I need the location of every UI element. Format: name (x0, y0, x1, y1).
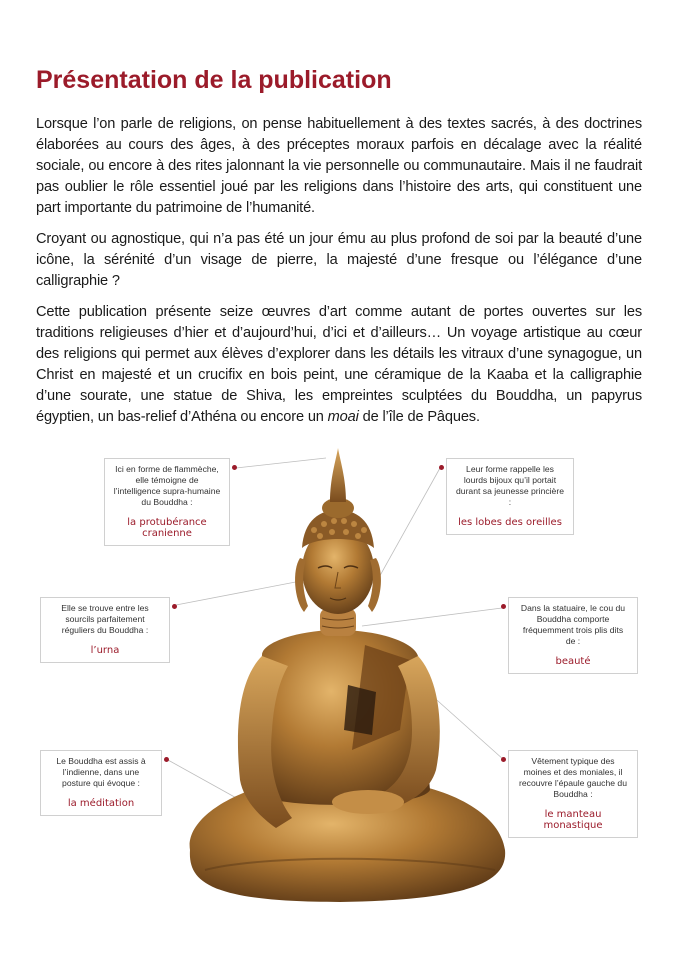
callout-desc: Elle se trouve entre les sourcils parfaitement réguliers du Bouddha : (61, 603, 149, 635)
callout-dot (164, 757, 169, 762)
callout-desc: Dans la statuaire, le cou du Bouddha comporte fréquemment trois plis dits de : (520, 603, 626, 646)
callout-desc: Ici en forme de flammèche, elle témoigne de l’intelligence supra-humaine du Bouddha : (113, 464, 221, 507)
callout-desc: Le Bouddha est assis à l’indienne, dans une posture qui évoque : (56, 756, 146, 788)
callout-dot (501, 757, 506, 762)
callout-manteau (508, 750, 638, 838)
buddha-figure (0, 430, 676, 960)
callout-dot (172, 604, 177, 609)
callout-protuberance (104, 458, 230, 546)
callout-desc: Leur forme rappelle les lourds bijoux qu’il portait durant sa jeunesse princière : (456, 464, 564, 507)
paragraph-1: Lorsque l’on parle de religions, on pense habituellement à des textes sacrés, à des doctrines élaborées au cours des âges, à des préceptes moraux parfois en décalage avec la réalité sociale, ou encore à des rites jalonnant la vie personnelle ou communautaire. Mais il ne faudrait pas oublier le rôle essentiel joué par les religions dans l’histoire des arts, qui constituent une part importante du patrimoine de l’humanité. (36, 116, 642, 216)
moai-word: moai (327, 409, 359, 425)
callout-urna (40, 597, 170, 663)
callout-meditation (40, 750, 162, 816)
callout-desc: Vêtement typique des moines et des moniales, il recouvre l’épaule gauche du Bouddha : (519, 756, 627, 799)
callout-term: la méditation (67, 798, 135, 809)
paragraph-3-text: Cette publication présente seize œuvres d’art comme autant de portes ouvertes sur les traditions religieuses d’hier et d’aujourd’hui, d’ici et d’ailleurs… Un voyage artistique au cœur des religions qui permet aux élèves d’explorer dans les détails les vitraux d’une synagogue, un Christ en majesté et un crucifix en bois peint, une céramique de la Kaaba et la calligraphie d’une sourate, une statue de Shiva, les empreintes sculptées du Bouddha, un papyrus égyptien, un bas-relief d’Athéna ou encore un (36, 304, 642, 425)
paragraph-3 (36, 302, 642, 428)
paragraph-2: Croyant ou agnostique, qui n’a pas été un jour ému au plus profond de soi par la beauté d’une icône, la sérénité d’un visage de pierre, la majesté d’une fresque ou l’élégance d’une calligraphie ? (36, 231, 642, 289)
callout-dot (501, 604, 506, 609)
callout-term: le manteau monastique (543, 809, 603, 831)
page-title: Présentation de la publication (36, 66, 392, 94)
callout-dot (232, 465, 237, 470)
callout-lobes (446, 458, 574, 535)
callout-term: beauté (555, 656, 591, 667)
intro-text (36, 114, 642, 438)
paragraph-3-end: de l’île de Pâques. (358, 409, 480, 425)
callout-beaute (508, 597, 638, 674)
callout-dot (439, 465, 444, 470)
callout-term: l’urna (90, 645, 120, 656)
callout-term: les lobes des oreilles (458, 517, 562, 528)
callout-term: la protubérance cranienne (127, 517, 207, 539)
buddha-illustration (0, 430, 676, 960)
